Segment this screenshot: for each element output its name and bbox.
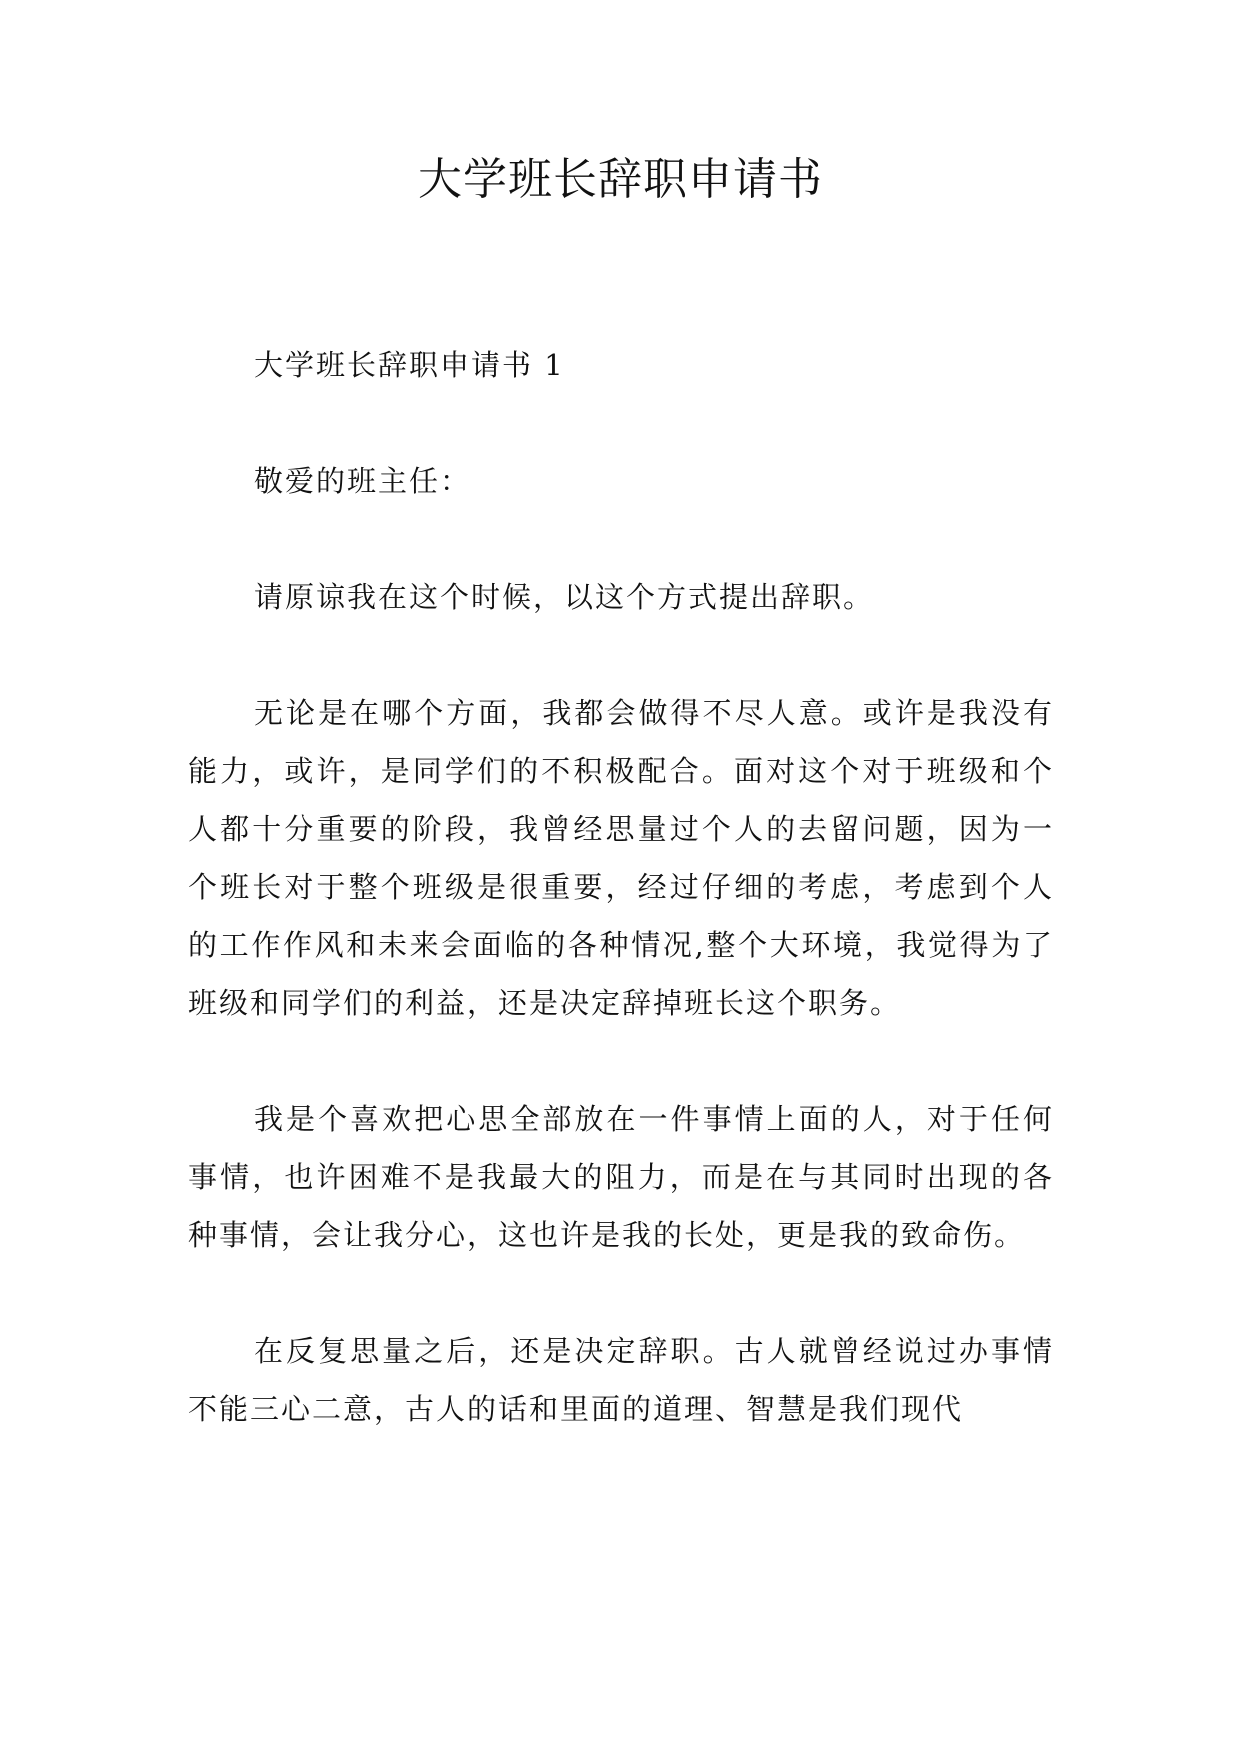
paragraph: 无论是在哪个方面，我都会做得不尽人意。或许是我没有能力，或许，是同学们的不积极配合。面对这个对于班级和个人都十分重要的阶段，我曾经思量过个人的去留问题，因为一个班长对于整个班级是很重要，经过仔细的考虑，考虑到个人的工作作风和未来会面临的各种情况,整个大环境，我觉得为了班级和同学们的利益，还是决定辞掉班长这个职务。 bbox=[188, 696, 1054, 1020]
paragraph: 在反复思量之后，还是决定辞职。古人就曾经说过办事情不能三心二意，古人的话和里面的道理、智慧是我们现代 bbox=[188, 1334, 1054, 1426]
paragraph: 请原谅我在这个时候，以这个方式提出辞职。 bbox=[254, 580, 875, 614]
salutation: 敬爱的班主任： bbox=[254, 464, 472, 498]
section-heading: 大学班长辞职申请书 1 bbox=[254, 348, 565, 382]
paragraph: 我是个喜欢把心思全部放在一件事情上面的人，对于任何事情，也许困难不是我最大的阻力，而是在与其同时出现的各种事情，会让我分心，这也许是我的长处，更是我的致命伤。 bbox=[188, 1102, 1054, 1252]
document-title: 大学班长辞职申请书 bbox=[418, 154, 823, 205]
document-body bbox=[188, 336, 1054, 1496]
